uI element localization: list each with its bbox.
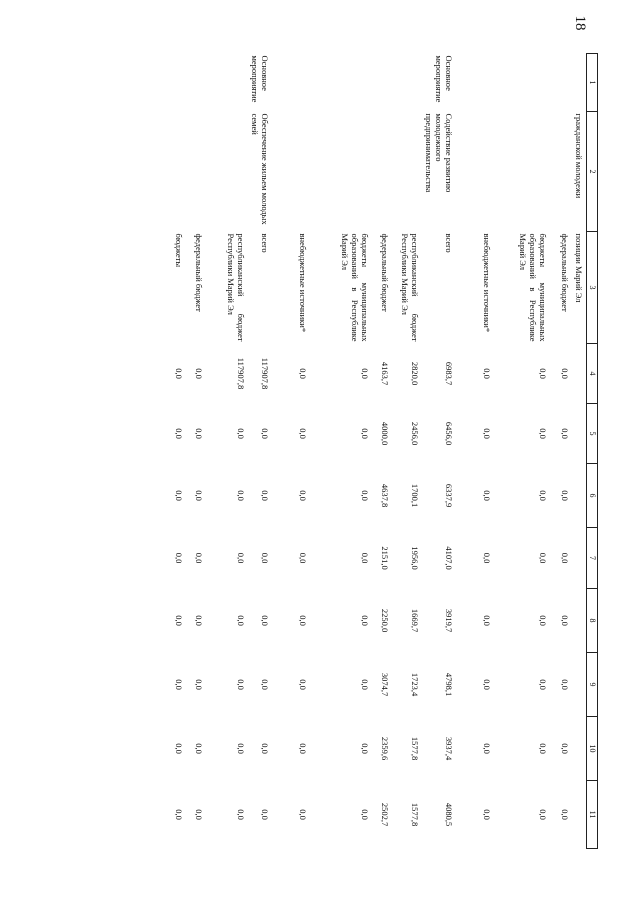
value-cell	[572, 464, 587, 528]
table-row	[170, 54, 186, 849]
value-cell: 4107,0	[444, 546, 454, 570]
value-cell: 4080,5	[444, 802, 454, 827]
measure-name-cell	[170, 112, 186, 232]
funding-source-cell: всего	[260, 233, 270, 253]
value-cell: 6337,9	[444, 483, 454, 508]
measure-type-cell	[170, 54, 186, 112]
value-cell: 0,0	[236, 428, 246, 439]
value-cell: 4163,7	[380, 361, 390, 386]
value-cell: 0,0	[194, 368, 204, 379]
measure-name-cell: Обеспечение жильем молодых семей	[250, 113, 270, 225]
funding-source-cell: внебюджетные источники*	[298, 233, 308, 333]
table-row	[372, 54, 392, 849]
value-cell: 0,0	[560, 368, 570, 379]
measure-name-cell	[494, 112, 550, 232]
value-cell: 1669,7	[410, 608, 420, 633]
value-cell: 0,0	[538, 490, 548, 501]
value-cell: 0,0	[360, 428, 370, 439]
table-row	[186, 54, 206, 849]
value-cell: 0,0	[560, 490, 570, 501]
measure-type-cell	[494, 54, 550, 112]
table-row	[310, 54, 372, 849]
value-cell: 0,0	[194, 428, 204, 439]
value-cell: 2820,0	[410, 361, 420, 386]
value-cell: 0,0	[298, 615, 308, 626]
table-row	[276, 54, 310, 849]
value-cell: 0,0	[482, 615, 492, 626]
value-cell: 2250,0	[380, 608, 390, 633]
measure-type-cell	[206, 54, 248, 112]
table-row	[392, 54, 422, 849]
value-cell: 0,0	[360, 743, 370, 754]
measure-name-cell	[206, 112, 248, 232]
value-cell: 0,0	[194, 743, 204, 754]
value-cell: 0,0	[360, 615, 370, 626]
value-cell: 0,0	[482, 679, 492, 690]
value-cell	[572, 344, 587, 404]
value-cell: 0,0	[194, 552, 204, 564]
value-cell: 0,0	[194, 490, 204, 501]
value-cell: 0,0	[298, 368, 308, 379]
value-cell: 0,0	[174, 428, 184, 439]
value-cell: 0,0	[298, 743, 308, 754]
value-cell: 0,0	[482, 428, 492, 439]
table-row	[494, 54, 550, 849]
value-cell: 0,0	[298, 679, 308, 690]
measure-type-cell	[460, 54, 494, 112]
column-header-5: 5	[587, 404, 598, 464]
measure-name-cell	[460, 112, 494, 232]
value-cell: 0,0	[174, 809, 184, 820]
value-cell: 0,0	[236, 743, 246, 754]
value-cell: 0,0	[538, 552, 548, 564]
value-cell: 0,0	[260, 552, 270, 564]
value-cell	[572, 404, 587, 464]
funding-source-cell: позиции Марий Эл	[574, 233, 584, 303]
value-cell: 3919,7	[444, 608, 454, 633]
funding-source-cell: бюджеты муниципальных образований в Республике Марий Эл	[518, 233, 548, 342]
value-cell: 0,0	[174, 679, 184, 690]
value-cell	[572, 781, 587, 849]
measure-type-cell	[276, 54, 310, 112]
value-cell: 0,0	[260, 490, 270, 501]
value-cell	[572, 528, 587, 589]
value-cell: 0,0	[482, 552, 492, 564]
value-cell: 117907,8	[236, 357, 246, 390]
column-header-8: 8	[587, 589, 598, 653]
value-cell: 0,0	[174, 552, 184, 564]
measure-type-cell	[392, 54, 422, 112]
value-cell: 0,0	[482, 368, 492, 379]
value-cell: 0,0	[174, 368, 184, 379]
value-cell: 0,0	[194, 615, 204, 626]
value-cell: 0,0	[260, 679, 270, 690]
value-cell: 0,0	[538, 428, 548, 439]
value-cell: 1577,8	[410, 736, 420, 761]
column-header-1: 1	[587, 54, 598, 112]
funding-source-cell: федеральный бюджет	[380, 233, 390, 312]
value-cell: 0,0	[360, 552, 370, 564]
value-cell: 0,0	[560, 552, 570, 564]
value-cell: 0,0	[174, 743, 184, 754]
value-cell: 3074,7	[380, 672, 390, 697]
measure-name-cell	[392, 112, 422, 232]
value-cell: 4000,0	[380, 421, 390, 446]
value-cell: 4637,8	[380, 483, 390, 508]
value-cell: 0,0	[360, 368, 370, 379]
page-number: 18	[572, 15, 588, 31]
value-cell: 2456,0	[410, 421, 420, 446]
value-cell: 0,0	[360, 679, 370, 690]
measure-name-cell: гражданской молодежи	[574, 113, 584, 199]
measure-name-cell	[310, 112, 372, 232]
value-cell: 0,0	[260, 428, 270, 439]
value-cell: 0,0	[298, 552, 308, 564]
value-cell: 0,0	[560, 428, 570, 439]
value-cell: 6456,0	[444, 421, 454, 446]
value-cell: 0,0	[560, 679, 570, 690]
value-cell: 0,0	[560, 743, 570, 754]
value-cell: 117907,8	[260, 357, 270, 390]
measure-type-cell	[186, 54, 206, 112]
rotated-table-page	[113, 53, 598, 848]
measure-type-cell: Основное мероприятие	[250, 55, 270, 103]
value-cell: 0,0	[194, 809, 204, 820]
column-header-6: 6	[587, 464, 598, 528]
funding-source-cell: бюджеты муниципальных образований в Республике Марий Эл	[340, 233, 370, 342]
column-header-4: 4	[587, 344, 598, 404]
value-cell: 2359,6	[380, 736, 390, 761]
table-row	[422, 54, 460, 849]
value-cell: 0,0	[538, 743, 548, 754]
value-cell: 1700,1	[410, 483, 420, 508]
measure-name-cell	[550, 112, 572, 232]
column-header-7: 7	[587, 528, 598, 589]
funding-source-cell: федеральный бюджет	[560, 233, 570, 312]
value-cell: 0,0	[236, 679, 246, 690]
value-cell: 0,0	[174, 490, 184, 501]
funding-source-cell: республиканский бюджет Республики Марий Эл	[226, 233, 246, 342]
value-cell: 0,0	[260, 615, 270, 626]
value-cell: 0,0	[482, 809, 492, 820]
value-cell: 1577,8	[410, 802, 420, 827]
value-cell: 0,0	[174, 615, 184, 626]
funding-source-cell: федеральный бюджет	[194, 233, 204, 312]
value-cell: 0,0	[298, 809, 308, 820]
value-cell: 0,0	[260, 809, 270, 820]
value-cell	[572, 717, 587, 781]
value-cell: 0,0	[482, 743, 492, 754]
value-cell: 1956,0	[410, 546, 420, 570]
value-cell: 0,0	[538, 679, 548, 690]
measure-type-cell	[372, 54, 392, 112]
table-row	[206, 54, 248, 849]
value-cell: 0,0	[538, 368, 548, 379]
measure-name-cell: Содействие развитию молодежного предпринимательства	[424, 113, 454, 193]
value-cell	[572, 653, 587, 717]
value-cell: 0,0	[560, 809, 570, 820]
column-header-10: 10	[587, 717, 598, 781]
column-header-9: 9	[587, 653, 598, 717]
funding-source-cell: бюджеты	[174, 233, 184, 268]
value-cell	[572, 589, 587, 653]
value-cell: 0,0	[236, 809, 246, 820]
measure-name-cell	[276, 112, 310, 232]
measure-name-cell	[372, 112, 392, 232]
value-cell: 0,0	[360, 809, 370, 820]
value-cell: 0,0	[236, 552, 246, 564]
value-cell: 6983,7	[444, 361, 454, 386]
value-cell: 0,0	[260, 743, 270, 754]
header-row	[587, 54, 598, 849]
funding-source-cell: внебюджетные источники*	[482, 233, 492, 333]
table-row	[460, 54, 494, 849]
measure-name-cell	[186, 112, 206, 232]
measure-type-cell	[550, 54, 572, 112]
value-cell: 0,0	[538, 615, 548, 626]
value-cell: 4798,1	[444, 672, 454, 697]
table-row	[550, 54, 572, 849]
value-cell: 0,0	[236, 490, 246, 501]
value-cell: 0,0	[236, 615, 246, 626]
value-cell: 0,0	[538, 809, 548, 820]
value-cell: 0,0	[482, 490, 492, 501]
column-header-3: 3	[587, 232, 598, 344]
value-cell: 2151,0	[380, 546, 390, 570]
value-cell: 0,0	[298, 490, 308, 501]
value-cell: 2502,7	[380, 802, 390, 827]
table-row	[248, 54, 276, 849]
value-cell: 0,0	[194, 679, 204, 690]
value-cell: 0,0	[560, 615, 570, 626]
column-header-2: 2	[587, 112, 598, 232]
value-cell: 1723,4	[410, 672, 420, 697]
measure-type-cell	[572, 54, 587, 112]
funding-source-cell: всего	[444, 233, 454, 253]
funding-table	[170, 53, 598, 849]
measure-type-cell: Основное мероприятие	[434, 55, 454, 103]
table-row	[572, 54, 587, 849]
value-cell: 3937,4	[444, 736, 454, 761]
measure-type-cell	[310, 54, 372, 112]
funding-source-cell: республиканский бюджет Республики Марий Эл	[400, 233, 420, 342]
value-cell: 0,0	[298, 428, 308, 439]
value-cell: 0,0	[360, 490, 370, 501]
column-header-11: 11	[587, 781, 598, 849]
